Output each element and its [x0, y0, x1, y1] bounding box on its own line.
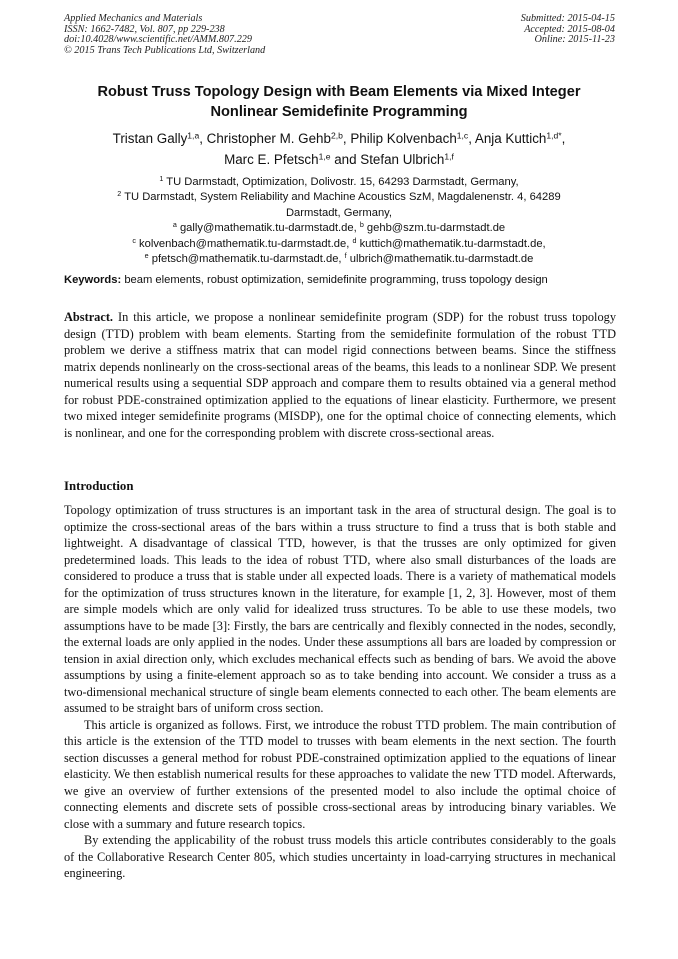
affiliation-mark: 1: [159, 175, 164, 184]
email-mark: b: [359, 221, 364, 230]
affiliation-2-cont: Darmstadt, Germany,: [285, 206, 393, 219]
online-date: Online: 2015-11-23: [534, 34, 615, 46]
keywords: [64, 273, 624, 288]
author-affiliation-mark: 1,c: [456, 130, 469, 141]
abstract-text: In this article, we propose a nonlinear semidefinite program (SDP) for the robust truss topology design (TTD) problem with beam elements. Starting from the semidefinite formulation of the robust TTD problem we derive a stiffness matrix that can model rigid connections between beams. Since the stiffness matrix depends nonlinearly on the cross-sectional areas of the beams, this leads to a nonlinear SDP. We present numerical results using a sequential SDP approach and compare them to results obtained via a general method for robust PDE-constrained optimization applied to the equations of linear elasticity. Furthermore, we present two mixed integer semidefinite programs (MISDP), one for the optimal choice of connecting elements, which is nonlinear, and one for the corresponding problem with discrete cross-sectional areas.: [64, 310, 617, 440]
submitted-date: Submitted: 2015-04-15: [520, 13, 615, 24]
title-line-1: Robust Truss Topology Design with Beam Elements via Mixed Integer: [97, 84, 581, 100]
affiliation-2: [60, 190, 618, 205]
author-separator: ,: [342, 131, 351, 146]
author: Anja Kuttich: [474, 131, 547, 146]
email-address: gally@mathematik.tu-darmstadt.de,: [179, 222, 357, 235]
email-mark: c: [132, 236, 136, 245]
author-affiliation-mark: 1,a: [187, 130, 200, 141]
author-separator: ,: [561, 131, 566, 146]
email-line-2: [60, 237, 618, 252]
author-line-1: [30, 128, 648, 149]
author: Philip Kolvenbach: [350, 131, 457, 146]
email-address: pfetsch@mathematik.tu-darmstadt.de,: [151, 253, 342, 266]
affiliation-mark: 2: [117, 190, 122, 199]
abstract-label: Abstract.: [64, 310, 114, 324]
keywords-label: Keywords:: [64, 274, 122, 286]
section-heading-introduction: Introduction: [64, 479, 134, 493]
email-address: kolvenbach@mathematik.tu-darmstadt.de,: [139, 237, 350, 250]
paragraph: By extending the applicability of the robust truss models this article contributes considerably to the goals of the Collaborative Research Center 805, which studies uncertainty in load-carrying structures in mechanical engineering.: [64, 833, 616, 880]
email-address: kuttich@mathematik.tu-darmstadt.de,: [359, 237, 546, 250]
email-mark: d: [352, 236, 357, 245]
author-line-2: [30, 149, 648, 170]
accepted-date: Accepted: 2015-08-04: [524, 23, 615, 35]
author: Marc E. Pfetsch: [224, 152, 319, 167]
author: Christopher M. Gehb: [206, 131, 331, 146]
affiliation-1: [60, 175, 618, 190]
author-affiliation-mark: 1,d*: [546, 130, 562, 141]
issn-line: ISSN: 1662-7482, Vol. 807, pp 229-238: [64, 23, 225, 35]
title-line-2: Nonlinear Semidefinite Programming: [210, 104, 468, 120]
author-affiliation-mark: 1,e: [318, 151, 331, 162]
affiliation-text: TU Darmstadt, Optimization, Dolivostr. 15, 64293 Darmstadt, Germany,: [166, 176, 519, 188]
paragraph: Topology optimization of truss structures is an important task in the area of structural design. The goal is to optimize the cross-sectional areas of the bars within a truss structure to find a truss that is both stable and lightweight. A disadvantage of classical TTD, however, is that the trusses are only optimized for given predetermined loads. This leads to the idea of robust TTD, where also small disturbances of the loads are considered to produce a truss that is stable under all expected loads. There is a variety of mathematical models for the optimization of truss structures known in the literature, for example [1, 2, 3]. However, most of them are simple models which are only valid for idealized truss structures. To be able to use these models, two assumptions have to be made [3]: Firstly, the bars are centrically and flexibly connected in the nodes, secondly, the external loads are only applied in the nodes. Under these assumptions all bars are loaded by compression or tension in axial direction only, which excludes mechanical effects such as bending of bars. We avoid the above assumptions by using a finite-element approach so as to take bending into account. We consider a truss as a two-dimensional mechanical structure of single beam elements connected to each other. The beam elements are assumed to be straight bars of uniform cross section.: [64, 503, 616, 715]
doi-line: doi:10.4028/www.scientific.net/AMM.807.229: [64, 34, 252, 46]
copyright-line: © 2015 Trans Tech Publications Ltd, Switzerland: [64, 44, 266, 56]
affiliations: [60, 175, 618, 267]
abstract: [64, 309, 616, 441]
email-line-3: [60, 252, 618, 267]
journal-info: [64, 14, 265, 56]
keywords-text: beam elements, robust optimization, semidefinite programming, truss topology design: [124, 274, 548, 286]
affiliation-text: TU Darmstadt, System Reliability and Machine Acoustics SzM, Magdalenenstr. 4, 64289: [124, 191, 561, 204]
email-mark: a: [172, 221, 177, 230]
publication-dates: [521, 14, 615, 46]
email-mark: f: [344, 252, 347, 261]
email-mark: e: [144, 252, 149, 261]
author-separator: ,: [199, 131, 207, 146]
author: Tristan Gally: [112, 131, 188, 146]
author: Stefan Ulbrich: [360, 152, 445, 167]
author-affiliation-mark: 1,f: [444, 151, 454, 162]
author-list: [30, 128, 648, 170]
introduction-body: [64, 502, 616, 882]
journal-name: Applied Mechanics and Materials: [64, 13, 203, 24]
author-separator: ,: [468, 131, 475, 146]
paper-title: [40, 82, 638, 122]
email-address: gehb@szm.tu-darmstadt.de: [366, 222, 506, 235]
email-line-1: [60, 221, 618, 236]
author-separator: and: [330, 152, 361, 167]
email-address: ulbrich@mathematik.tu-darmstadt.de: [349, 253, 534, 266]
paragraph: This article is organized as follows. First, we introduce the robust TTD problem. The main contribution of this article is the extension of the TTD model to trusses with beam elements in the next section. The fourth section discusses a general method for robust PDE-constrained optimization applied to the equations of linear elasticity. We then establish numerical results for these approaches to validate the new TTD model. Afterwards, we give an overview of further extensions of the presented model to also include the optimal choice of connecting elements and discrete sets of possible cross-sectional areas by introducing binary variables. We close with a summary and future research topics.: [64, 717, 616, 831]
author-affiliation-mark: 2,b: [330, 130, 343, 141]
